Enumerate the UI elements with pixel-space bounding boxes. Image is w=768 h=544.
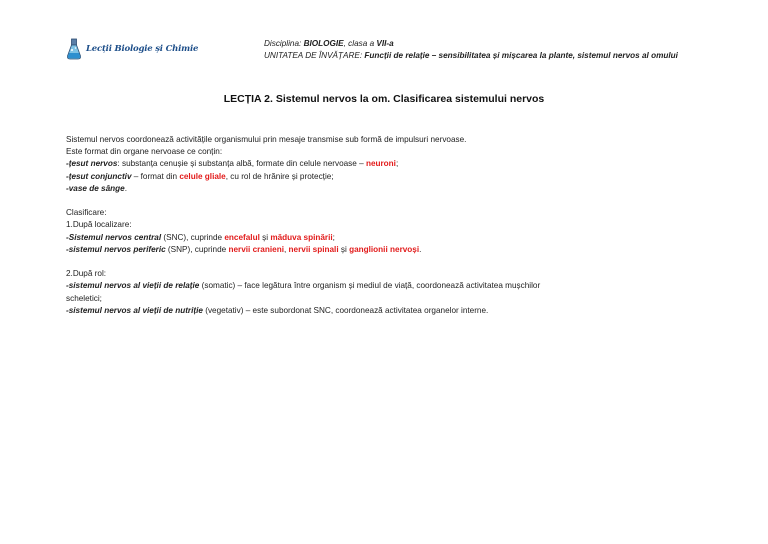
site-logo (66, 38, 198, 60)
somatic-nervous-system: -sistemul nervos al vieții de relație (somatic) – face legătura între organism și mediul de viață, coordonează activitatea mușchilor (66, 281, 541, 291)
lesson-header (264, 38, 678, 62)
lab-flask-icon (66, 38, 82, 60)
component-blood-vessels: -vase de sânge. (66, 183, 127, 193)
intro-line: Este format din organe nervoase ce conțin: (66, 147, 223, 157)
vegetative-nervous-system: -sistemul nervos al vieții de nutriție (vegetativ) – este subordonat SNC, coordonează activitatea organelor interne. (66, 305, 489, 315)
by-role-heading: 2.După rol: (66, 269, 107, 279)
by-location-heading: 1.După localizare: (66, 220, 132, 230)
unit-line: UNITATEA DE ÎNVĂȚARE: Funcții de relație – sensibilitatea și mișcarea la plante, sistemul nervos al omului (264, 51, 678, 60)
classification-heading: Clasificare: (66, 208, 107, 218)
component-connective-tissue: -țesut conjunctiv – format din celule gliale, cu rol de hrănire și protecție; (66, 171, 334, 181)
page-title: LECȚIA 2. Sistemul nervos la om. Clasificarea sistemului nervos (223, 93, 545, 105)
somatic-nervous-system-cont: scheletici; (66, 293, 102, 303)
discipline-line: Disciplina: BIOLOGIE, clasa a VII-a (264, 39, 394, 48)
peripheral-nervous-system: -sistemul nervos periferic (SNP), cuprinde nervii cranieni, nervii spinali și ganglionii nervoși. (66, 244, 422, 254)
intro-line: Sistemul nervos coordonează activitățile organismului prin mesaje transmise sub formă de impulsuri nervoase. (66, 135, 467, 144)
logo-text: Lecții Biologie și Chimie (86, 44, 199, 54)
lesson-body (66, 134, 706, 317)
central-nervous-system: -Sistemul nervos central (SNC), cuprinde encefalul și măduva spinării; (66, 232, 335, 242)
component-nerve-tissue: -țesut nervos: substanța cenușie și substanța albă, formate din celule nervoase – neuroni; (66, 159, 399, 169)
